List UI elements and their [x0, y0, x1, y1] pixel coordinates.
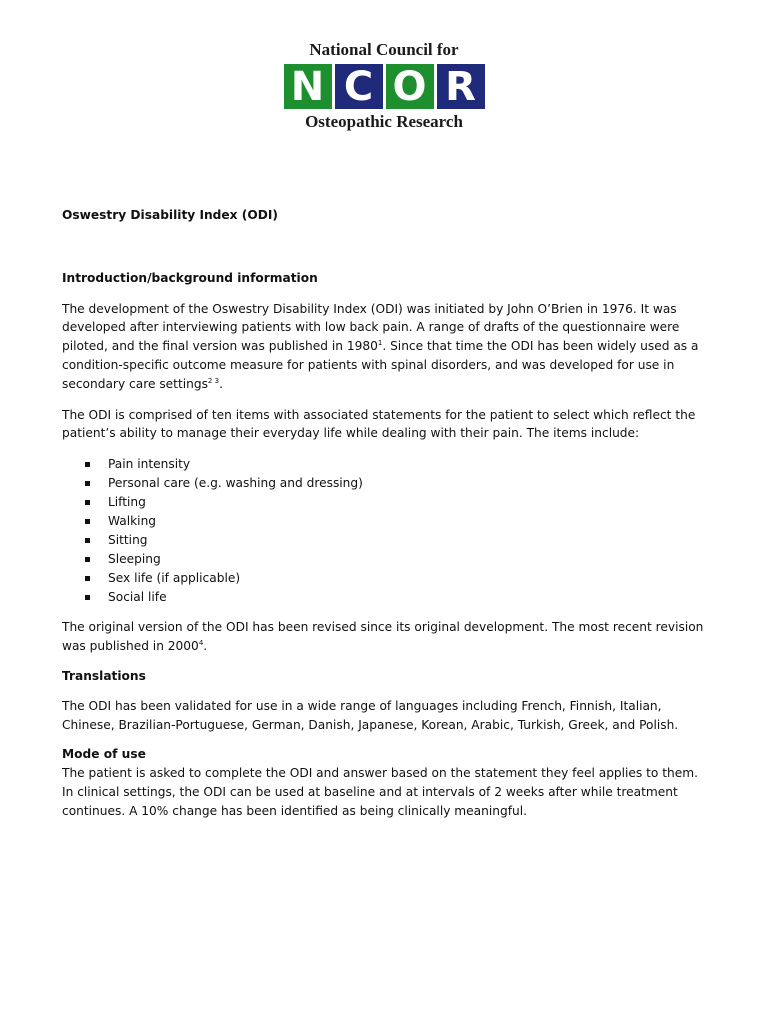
- document-body: [62, 206, 712, 821]
- list-item: Lifting: [85, 493, 712, 512]
- list-item: Personal care (e.g. washing and dressing): [85, 474, 712, 493]
- mode-of-use-heading: Mode of use: [62, 747, 146, 762]
- revision-text-1: The original version of the ODI has been revised since its original development. The most recent revision was published in 2000: [62, 620, 704, 654]
- odi-items-list: [62, 455, 712, 606]
- logo-letter-o: O: [386, 64, 434, 109]
- logo-letter-c: C: [335, 64, 383, 109]
- intro-heading: Introduction/background information: [62, 270, 318, 285]
- list-item: Social life: [85, 588, 712, 607]
- logo-letter-blocks: [278, 64, 490, 109]
- footnote-ref-2-3: 2 3: [207, 376, 220, 385]
- list-item: Sleeping: [85, 550, 712, 569]
- translations-paragraph: The ODI has been validated for use in a wide range of languages including French, Finnish, Italian, Chinese, Brazilian-Portuguese, German, Danish, Japanese, Korean, Arabic, Turkish, Greek, and Polish.: [62, 698, 679, 732]
- mode-of-use-paragraph: The patient is asked to complete the ODI and answer based on the statement they feel applies to them. In clinical settings, the ODI can be used at baseline and at intervals of 2 weeks after while treatment continues. A 10% change has been identified as being clinically meaningful.: [62, 766, 699, 818]
- intro-text-1: The development of the Oswestry Disability Index (ODI) was initiated by John O’Brien in 1976. It was developed after interviewing patients with low back pain. A range of drafts of the questionnaire were piloted, and the final version was published in 1980: [62, 301, 680, 354]
- items-intro-paragraph: The ODI is comprised of ten items with associated statements for the patient to select which reflect the patient’s ability to manage their everyday life while dealing with their pain. The items include:: [62, 407, 696, 441]
- list-item: Pain intensity: [85, 455, 712, 474]
- revision-text-2: .: [203, 639, 208, 654]
- intro-paragraph: [62, 300, 712, 394]
- logo-letter-r: R: [437, 64, 485, 109]
- list-item: Sitting: [85, 531, 712, 550]
- intro-text-3: .: [219, 376, 223, 391]
- footnote-ref-1: 1: [377, 339, 383, 348]
- logo-letter-n: N: [284, 64, 332, 109]
- list-item: Sex life (if applicable): [85, 569, 712, 588]
- logo-top-text: National Council for: [309, 40, 459, 59]
- logo-bottom-text: Osteopathic Research: [305, 112, 463, 131]
- list-item: Walking: [85, 512, 712, 531]
- intro-text-2: . Since that time the ODI has been widely used as a condition-specific outcome measure for patients with spinal disorders, and was developed for use in secondary care settings: [62, 339, 699, 391]
- footnote-ref-4: 4: [198, 639, 204, 648]
- document-title: Oswestry Disability Index (ODI): [62, 208, 278, 222]
- ncor-logo: [278, 40, 490, 134]
- translations-heading: Translations: [62, 669, 146, 684]
- revision-paragraph: [62, 618, 712, 656]
